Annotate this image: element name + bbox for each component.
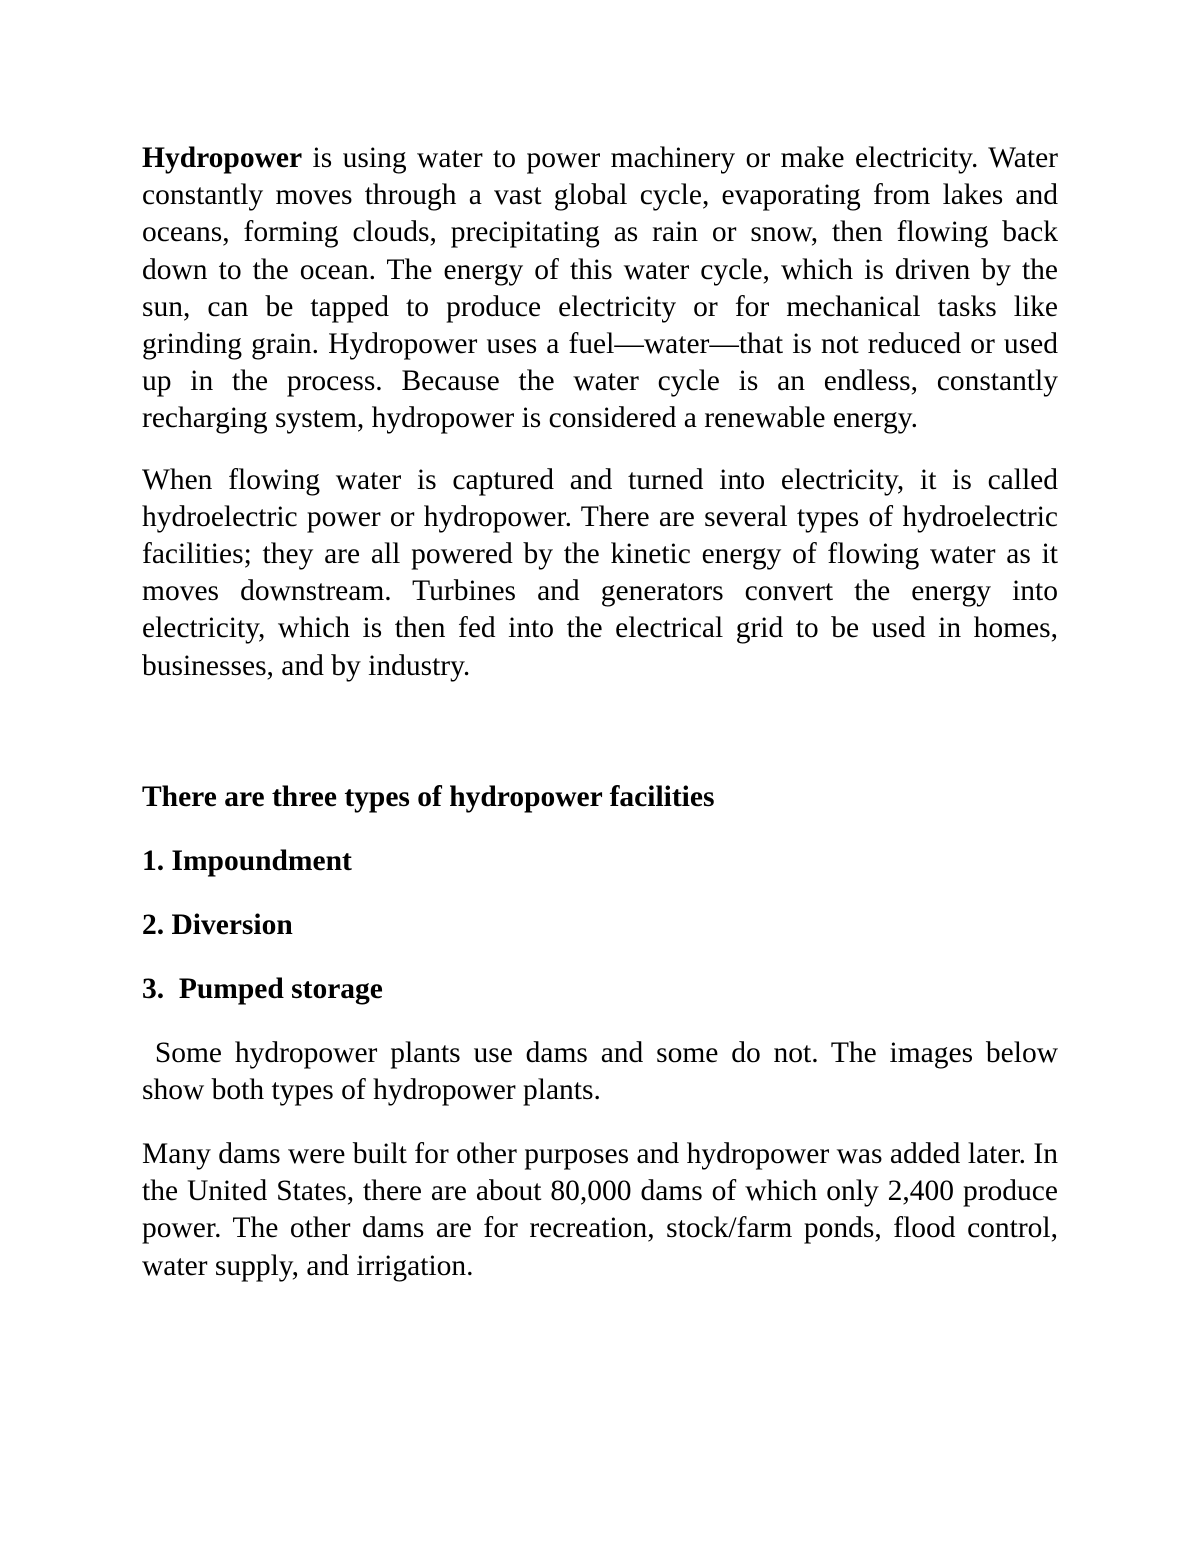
intro-paragraph: [142, 140, 1058, 438]
list-item-pumped-storage: 3. Pumped storage: [142, 973, 383, 1006]
hydropower-term: Hydropower: [142, 142, 303, 174]
document-body: [142, 140, 1066, 1285]
hydroelectric-paragraph: When flowing water is captured and turned into electricity, it is called hydroelectric power or hydropower. There are several types of hydroelectric facilities; they are all powered by the kinetic energy of flowing water as it moves downstream. Turbines and generators convert the energy into electricity, which is then fed into the electrical grid to be used in homes, businesses, and by industry.: [142, 463, 1058, 682]
intro-paragraph-text: is using water to power machinery or make electricity. Water constantly moves through a vast global cycle, evaporating from lakes and oceans, forming clouds, precipitating as rain or snow, then flowing back down to the ocean. The energy of this water cycle, which is driven by the sun, can be tapped to produce electricity or for mechanical tasks like grinding grain. Hydropower uses a fuel—water—that is not reduced or used up in the process. Because the water cycle is an endless, constantly recharging system, hydropower is considered a renewable energy.: [142, 142, 1058, 435]
list-item-impoundment: 1. Impoundment: [142, 845, 352, 878]
list-item-diversion: 2. Diversion: [142, 909, 293, 942]
types-heading: There are three types of hydropower facilities: [142, 780, 715, 813]
dams-paragraph: Some hydropower plants use dams and some do not. The images below show both types of hydropower plants.: [142, 1036, 1066, 1106]
dams-purpose-paragraph: Many dams were built for other purposes and hydropower was added later. In the United States, there are about 80,000 dams of which only 2,400 produce power. The other dams are for recreation, stock/farm ponds, flood control, water supply, and irrigation.: [142, 1138, 1058, 1282]
